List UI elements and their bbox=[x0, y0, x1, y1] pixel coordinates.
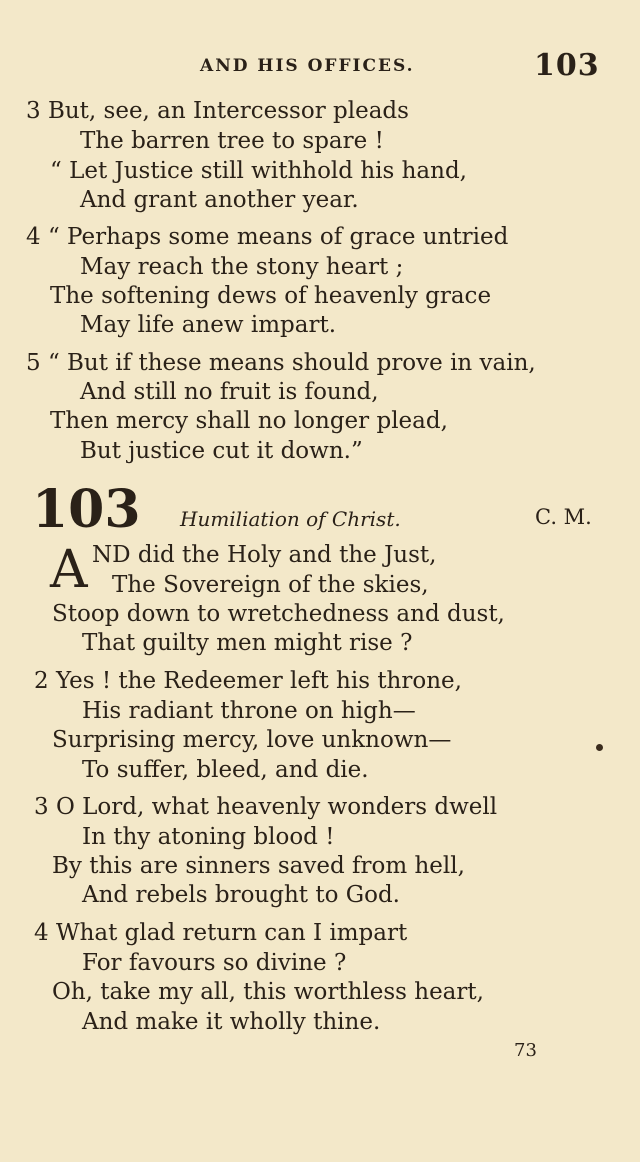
verse-line: And still no fruit is found, bbox=[80, 379, 379, 405]
verse-line: That guilty men might rise ? bbox=[82, 630, 413, 656]
verse-line: Oh, take my all, this worthless heart, bbox=[52, 979, 484, 1005]
verse-line: May reach the stony heart ; bbox=[80, 254, 404, 280]
verse-line: And grant another year. bbox=[80, 187, 359, 213]
verse-line: By this are sinners saved from hell, bbox=[52, 853, 465, 879]
verse-line: “ Let Justice still withhold his hand, bbox=[50, 158, 467, 184]
running-header: AND HIS OFFICES. bbox=[200, 56, 415, 76]
ink-spot bbox=[596, 744, 603, 751]
verse-line: 4 “ Perhaps some means of grace untried bbox=[26, 224, 509, 250]
verse-line: But justice cut it down.” bbox=[80, 438, 363, 464]
verse-line: His radiant throne on high— bbox=[82, 698, 416, 724]
stanza-number: 5 bbox=[26, 350, 41, 376]
hymn-number: 103 bbox=[32, 479, 141, 540]
verse-line: The barren tree to spare ! bbox=[80, 128, 384, 154]
hymn-meter: C. M. bbox=[535, 505, 592, 529]
verse-line: Stoop down to wretchedness and dust, bbox=[52, 601, 505, 627]
verse-line: To suffer, bleed, and die. bbox=[82, 757, 369, 783]
stanza-number: 4 bbox=[34, 920, 49, 946]
verse-line: Surprising mercy, love unknown— bbox=[52, 727, 452, 753]
verse-line: 4 What glad return can I impart bbox=[34, 920, 408, 946]
verse-line: May life anew impart. bbox=[80, 312, 336, 338]
verse-line: And rebels brought to God. bbox=[82, 882, 400, 908]
verse-line: 5 “ But if these means should prove in vain, bbox=[26, 350, 536, 376]
page-number-top: 103 bbox=[534, 48, 600, 83]
stanza-number: 2 bbox=[34, 668, 49, 694]
verse-line: In thy atoning blood ! bbox=[82, 824, 335, 850]
verse-line: The Sovereign of the skies, bbox=[112, 572, 429, 598]
drop-cap: A bbox=[50, 540, 88, 600]
verse-line: Then mercy shall no longer plead, bbox=[50, 408, 448, 434]
verse-line: ND did the Holy and the Just, bbox=[92, 542, 437, 568]
stanza-number: 3 bbox=[34, 794, 49, 820]
verse-line: 2 Yes ! the Redeemer left his throne, bbox=[34, 668, 462, 694]
verse-line: 3 O Lord, what heavenly wonders dwell bbox=[34, 794, 498, 820]
stanza-number: 4 bbox=[26, 224, 41, 250]
verse-line: And make it wholly thine. bbox=[82, 1009, 381, 1035]
hymn-title: Humiliation of Christ. bbox=[180, 507, 401, 531]
stanza-number: 3 bbox=[26, 98, 41, 124]
verse-line: The softening dews of heavenly grace bbox=[50, 283, 492, 309]
page-number-bottom: 73 bbox=[514, 1040, 537, 1061]
verse-line: For favours so divine ? bbox=[82, 950, 347, 976]
verse-line: 3 But, see, an Intercessor pleads bbox=[26, 98, 409, 124]
